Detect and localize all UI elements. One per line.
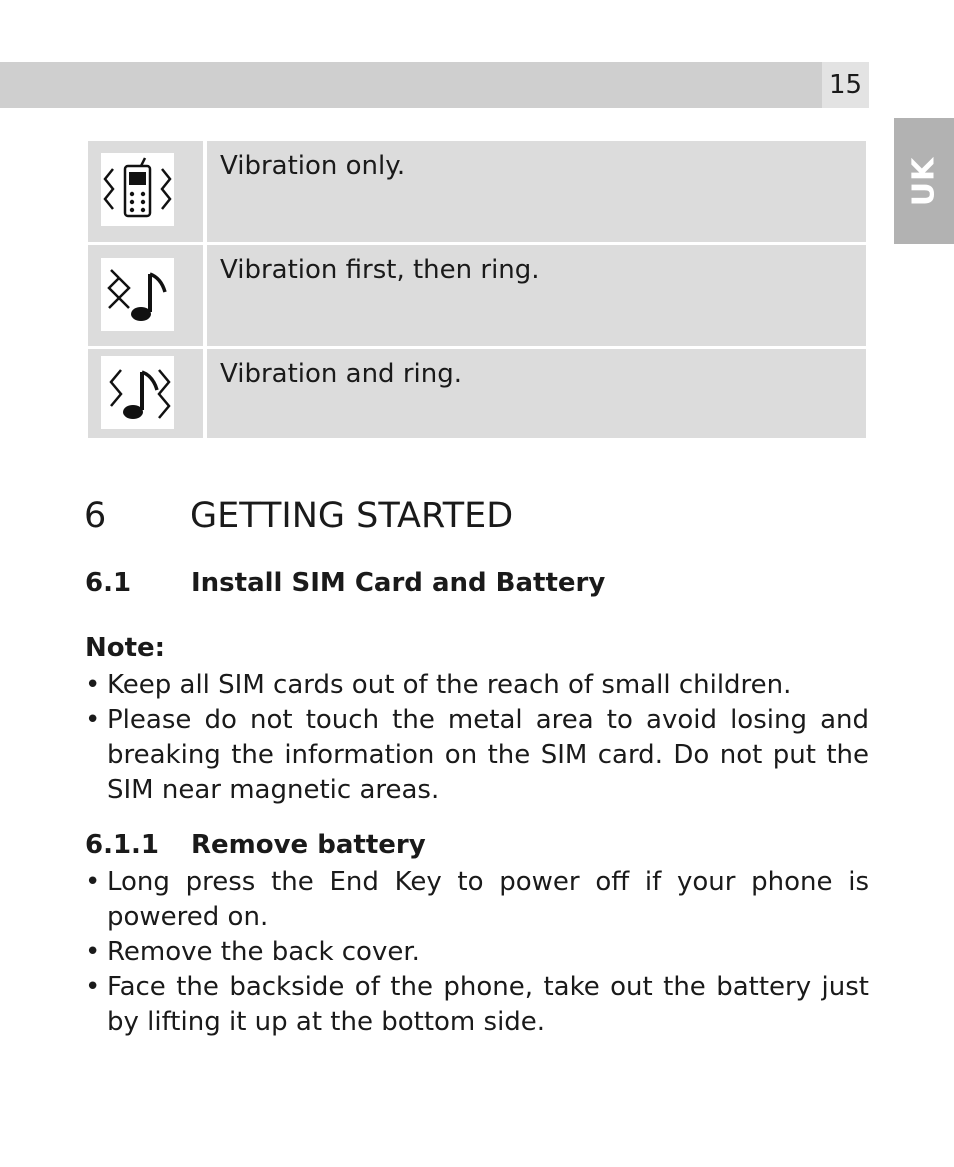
ring-mode-description: Vibration only. <box>207 141 866 242</box>
vibration-only-icon <box>101 153 174 226</box>
ring-mode-icon-cell <box>88 141 203 242</box>
subsubsection-heading <box>85 830 426 860</box>
ring-mode-row <box>88 141 866 242</box>
page-number: 15 <box>822 62 869 108</box>
ring-mode-icon-cell <box>88 245 203 346</box>
subsubsection-title: Remove battery <box>191 830 426 860</box>
list-item: • Long press the End Key to power off if your phone is powered on. <box>85 865 869 935</box>
subsection-title: Install SIM Card and Battery <box>191 568 606 598</box>
language-tab <box>894 118 954 244</box>
note-list <box>85 668 869 808</box>
remove-battery-steps <box>85 865 869 1040</box>
section-heading <box>84 496 513 536</box>
vibration-and-ring-icon <box>101 356 174 429</box>
ring-mode-description: Vibration and ring. <box>207 349 866 438</box>
list-item: • Please do not touch the metal area to avoid losing and breaking the information on the SIM card. Do not put the SIM near magnetic areas. <box>85 703 869 808</box>
subsubsection-number: 6.1.1 <box>85 830 160 860</box>
list-item: • Face the backside of the phone, take out the battery just by lifting it up at the bottom side. <box>85 970 869 1040</box>
subsection-number: 6.1 <box>85 568 132 598</box>
header-bar <box>0 62 822 108</box>
list-item: • Remove the back cover. <box>85 935 869 970</box>
list-item: • Keep all SIM cards out of the reach of small children. <box>85 668 869 703</box>
section-number: 6 <box>84 496 107 536</box>
ring-mode-table <box>88 141 866 438</box>
vibration-then-ring-icon <box>101 258 174 331</box>
subsection-heading <box>85 568 605 598</box>
ring-mode-row <box>88 245 866 346</box>
language-tab-label: UK <box>906 156 942 206</box>
ring-mode-description: Vibration first, then ring. <box>207 245 866 346</box>
section-title: GETTING STARTED <box>190 496 514 536</box>
note-label: Note: <box>85 633 166 663</box>
ring-mode-icon-cell <box>88 349 203 438</box>
ring-mode-row <box>88 349 866 438</box>
